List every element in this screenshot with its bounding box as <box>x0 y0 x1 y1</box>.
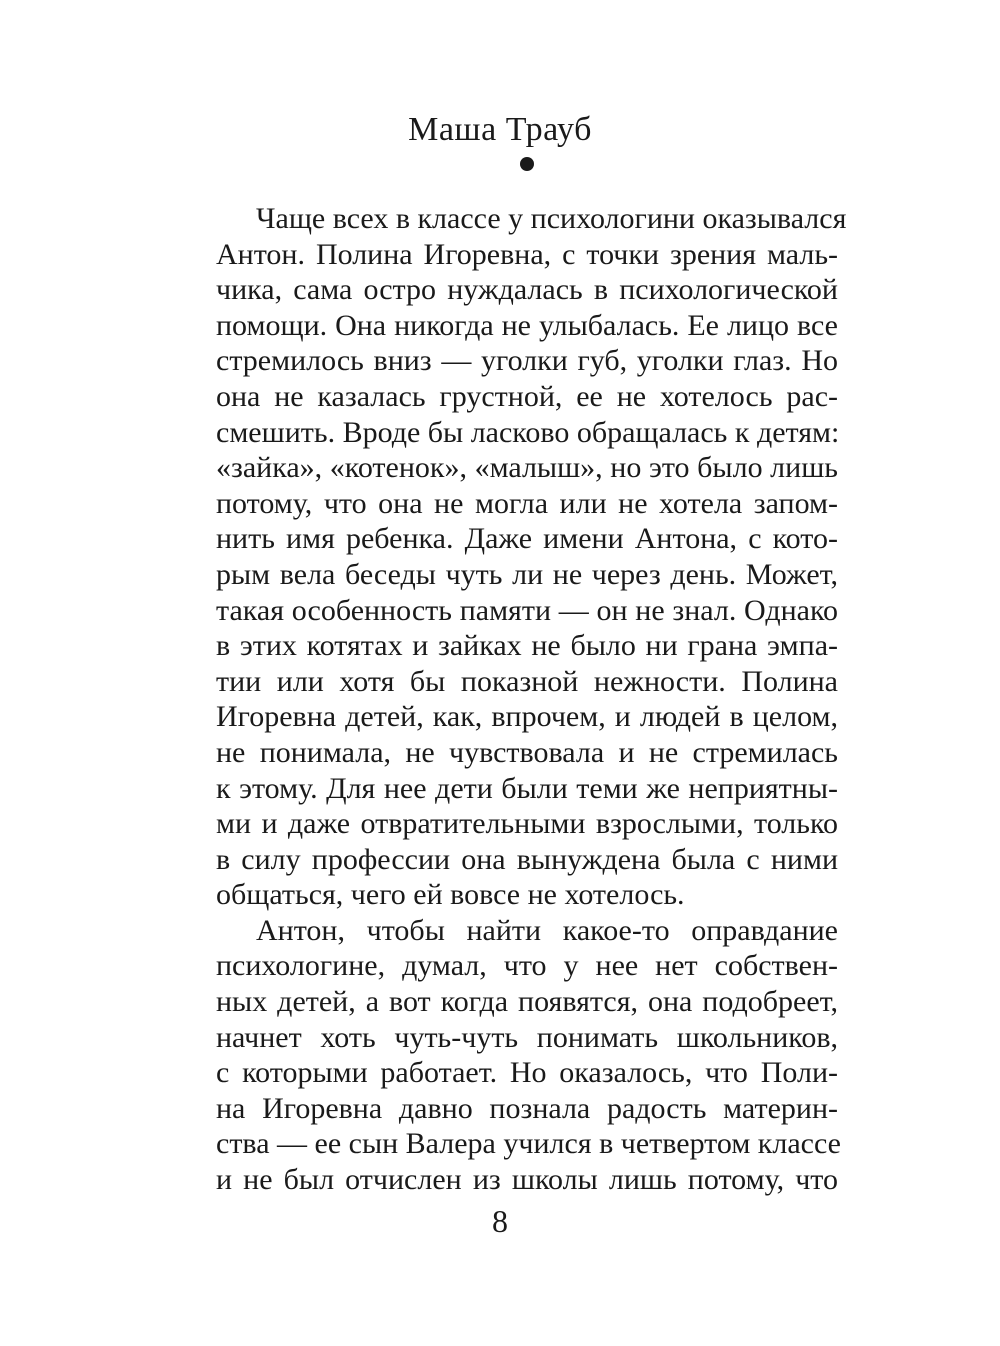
text-line: ства — ее сын Валера учился в четвертом классе <box>216 1127 841 1161</box>
text-line: к этому. Для нее дети были теми же неприятны- <box>216 771 838 805</box>
text-line: нить имя ребенка. Даже имени Антона, с кото- <box>216 522 838 556</box>
body-text <box>216 201 847 1198</box>
text-line: ных детей, а вот когда появятся, она подобреет, <box>216 985 838 1019</box>
text-line: Антон, чтобы найти какое-то оправдание <box>256 913 838 947</box>
running-head: Маша Трауб <box>408 111 592 148</box>
text-line: общаться, чего ей вовсе не хотелось. <box>216 878 685 912</box>
paragraph-1 <box>216 201 847 913</box>
text-line: тии или хотя бы показной нежности. Полина <box>216 664 838 698</box>
text-line: потому, что она не могла или не хотела запом- <box>216 486 838 520</box>
text-line: такая особенность памяти — он не знал. Однако <box>216 593 838 627</box>
page-number: 8 <box>492 1203 508 1239</box>
paragraph-2 <box>216 913 841 1198</box>
bullet-ornament-icon <box>520 157 534 171</box>
text-line: в силу профессии она вынуждена была с ними <box>216 842 838 876</box>
text-line: и не был отчислен из школы лишь потому, что <box>216 1163 838 1197</box>
text-line: Чаще всех в классе у психологини оказывался <box>256 202 847 235</box>
text-line: стремилось вниз — уголки губ, уголки глаз. Но <box>216 344 838 378</box>
text-line: в этих котятах и зайках не было ни грана эмпа- <box>216 629 838 663</box>
text-line: «зайка», «котенок», «малыш», но это было лишь <box>216 451 838 485</box>
text-line: помощи. Она никогда не улыбалась. Ее лицо все <box>216 308 838 342</box>
text-line: Игоревна детей, как, впрочем, и людей в целом, <box>216 700 838 734</box>
text-line: ми и даже отвратительными взрослыми, только <box>216 807 838 841</box>
text-line: психологине, думал, что у нее нет собствен- <box>216 949 838 983</box>
text-line: смешить. Вроде бы ласково обращалась к детям: <box>216 415 840 449</box>
text-line: с которыми работает. Но оказалось, что Поли- <box>216 1056 838 1090</box>
text-line: на Игоревна давно познала радость материн- <box>216 1091 838 1125</box>
text-line: не понимала, не чувствовала и не стремилась <box>216 735 838 769</box>
text-line: она не казалась грустной, ее не хотелось рас- <box>216 379 838 413</box>
text-line: Антон. Полина Игоревна, с точки зрения маль- <box>216 237 838 271</box>
text-line: чика, сама остро нуждалась в психологической <box>216 273 838 307</box>
text-line: рым вела беседы чуть ли не через день. Может, <box>216 557 838 591</box>
text-line: начнет хоть чуть-чуть понимать школьников, <box>216 1020 838 1054</box>
